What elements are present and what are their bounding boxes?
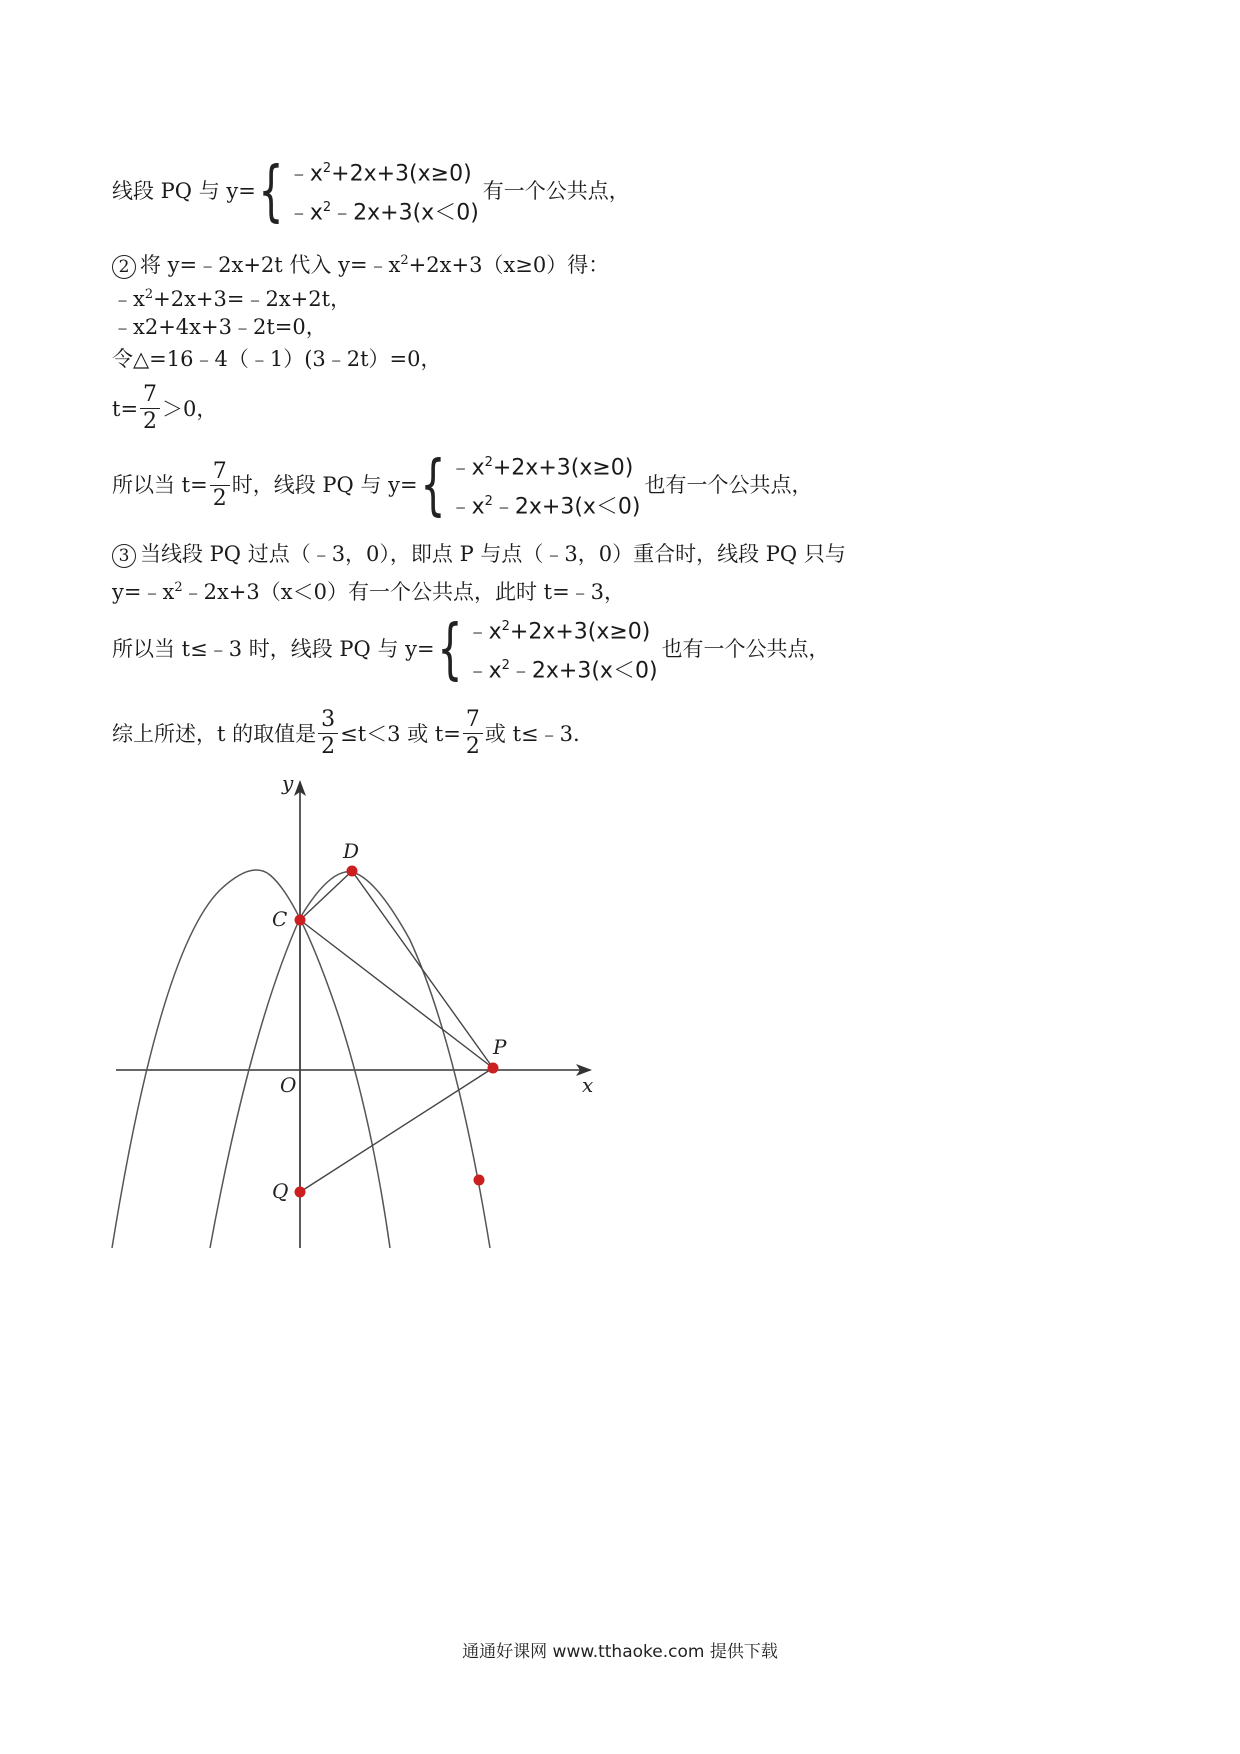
segment-cp xyxy=(300,920,493,1068)
parabola-right-full xyxy=(210,872,490,1248)
label-d: D xyxy=(343,839,360,863)
line-6: t= $\frac{7}{2}$ ＞0， xyxy=(112,382,218,434)
piecewise-row-1: $﹣x^2+2x+3(x\ge 0)$ xyxy=(466,619,651,645)
line-9: $y=﹣x^2﹣2x+3(x<0)$有一个公共点，此时 t=﹣3， xyxy=(112,580,626,604)
label-o: O xyxy=(280,1073,297,1097)
point-d xyxy=(347,866,358,877)
label-x: x xyxy=(582,1073,594,1097)
piecewise-row-1: $﹣x^2+2x+3(x\ge 0)$ xyxy=(287,161,472,187)
line-8: 3 当线段 PQ 过点（﹣3，0），即点 P 与点（﹣3，0）重合时，线段 PQ 只与 xyxy=(112,539,846,569)
fraction-7-2: $\frac{7}{2}$ xyxy=(140,382,160,435)
point-extra xyxy=(474,1175,485,1186)
circled-number-3: 3 xyxy=(112,544,136,568)
line-3: $﹣x^2+2x+3=﹣2x+2t$， xyxy=(112,287,352,311)
point-c xyxy=(295,915,306,926)
fraction-7-2: $\frac{7}{2}$ xyxy=(210,459,230,512)
piecewise-function xyxy=(418,446,641,525)
label-y: y xyxy=(282,771,294,795)
left-brace: { xyxy=(258,152,284,230)
left-brace: { xyxy=(419,446,446,524)
point-q xyxy=(295,1187,306,1198)
segment-pq xyxy=(300,1068,493,1192)
label-p: P xyxy=(493,1035,507,1059)
piecewise-row-2: $﹣x^2﹣2x+3(x<0)$ xyxy=(287,200,479,226)
parabola-figure xyxy=(110,770,710,1250)
line-1 xyxy=(112,152,630,231)
segment-dp xyxy=(352,871,493,1068)
left-brace: { xyxy=(436,610,463,688)
point-p xyxy=(488,1063,499,1074)
piecewise-row-2: $﹣x^2﹣2x+3(x<0)$ xyxy=(449,494,641,520)
line-4: ﹣x2+4x+3﹣2t=0， xyxy=(112,315,327,339)
line-1-suffix: 有一个公共点， xyxy=(482,179,630,204)
label-q: Q xyxy=(272,1179,289,1203)
line-10: 所以当 t≤﹣3 时，线段 PQ 与 y= { $﹣x^2+2x+3(x\ge 0)$ $﹣x^2﹣2x+3(x<0)$ 也有一个公共点， xyxy=(112,610,830,688)
piecewise-function xyxy=(435,610,658,689)
footer-watermark: 通通好课网 www.tthaoke.com 提供下载 xyxy=(462,1642,778,1662)
fraction-7-2: $\frac{7}{2}$ xyxy=(463,707,483,760)
line-1-prefix: 线段 PQ 与 y= xyxy=(112,179,256,204)
circled-number-2: 2 xyxy=(112,255,136,279)
label-c: C xyxy=(272,907,288,931)
piecewise-row-1: $﹣x^2+2x+3(x\ge 0)$ xyxy=(449,455,634,481)
line-5: 令△=16﹣4（﹣1）(3﹣2t）=0， xyxy=(112,347,442,371)
line-7: 所以当 t= $\frac{7}{2}$ 时，线段 PQ 与 y= { $﹣x^2+2x+3(x\ge 0)$ $﹣x^2﹣2x+3(x<0)$ 也有一个公共点， xyxy=(112,446,813,524)
parabola-left-full xyxy=(112,870,390,1248)
line-2: 2 将 y=﹣2x+2t 代入 $y=﹣x^2+2x+3(x\ge 0)$得： xyxy=(112,246,609,280)
fraction-3-2: $\frac{3}{2}$ xyxy=(318,707,338,760)
piecewise-function xyxy=(256,152,479,231)
line-11: 综上所述，t 的取值是 $\frac{3}{2}$ ≤t＜3 或 t= $\frac{7}{2}$ 或 t≤﹣3. xyxy=(112,707,580,759)
segment-cd xyxy=(300,871,352,920)
piecewise-row-2: $﹣x^2﹣2x+3(x<0)$ xyxy=(466,658,658,684)
